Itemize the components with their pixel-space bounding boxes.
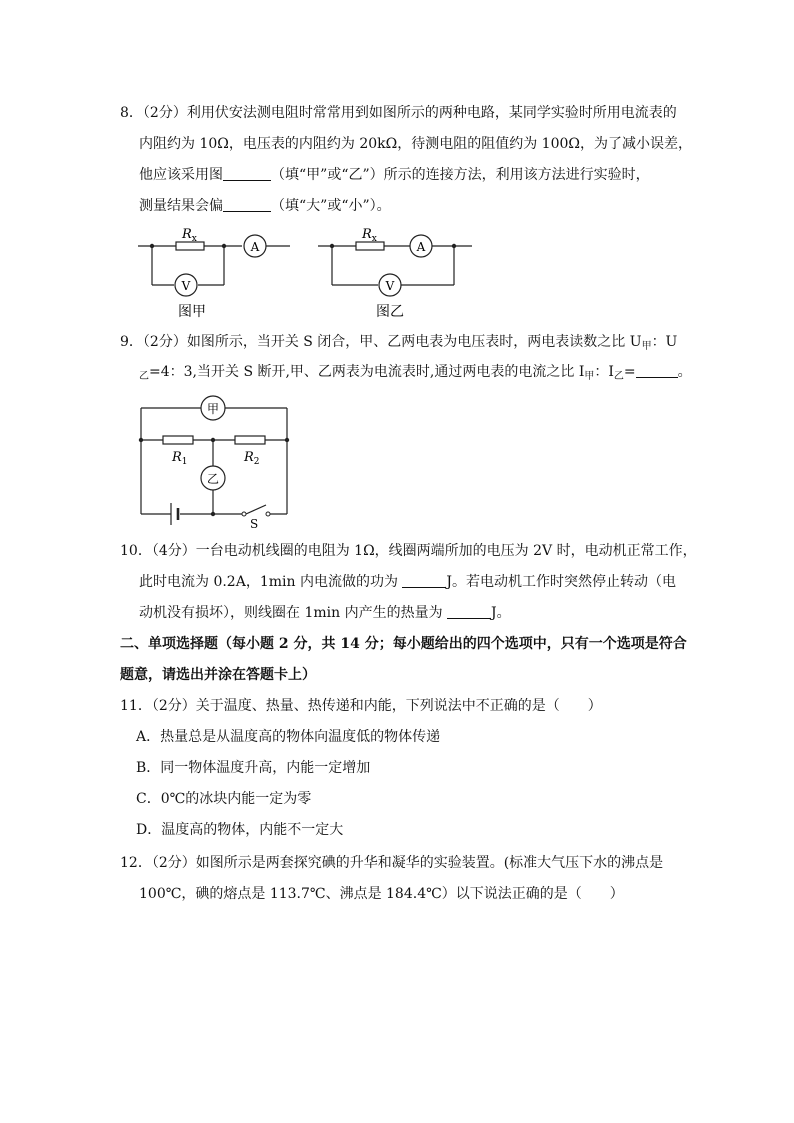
q9-switch-label: S <box>250 517 259 531</box>
circuit-yi-resistor-label: $R_x$ <box>362 227 377 244</box>
q9-i-yi-subscript: 乙 <box>613 371 624 382</box>
q9-r2-label: $R_2$ <box>244 450 260 467</box>
circuit-jia-resistor <box>176 242 204 250</box>
q10-answer-blank-1[interactable] <box>402 573 446 588</box>
q9-resistor-r2 <box>235 436 265 444</box>
q8-answer-blank-1[interactable] <box>223 166 271 181</box>
q10-answer-blank-2[interactable] <box>447 604 491 619</box>
circuit-yi-ammeter-label: A <box>416 240 426 254</box>
q9-circuit-diagram <box>138 392 298 532</box>
q10-line-1: 10．（4分）一台电动机线圈的电阻为 1Ω，线圈两端所加的电压为 2V 时，电动机正常工作， <box>120 543 697 559</box>
q10-line-2 <box>139 572 676 592</box>
q11-option-b[interactable]: B．同一物体温度升高，内能一定增加 <box>136 760 371 776</box>
q10-line-2-text-a: 此时电流为 0.2A，1min 内电流做的功为 <box>139 574 403 590</box>
circuit-yi-caption: 图乙 <box>376 304 404 320</box>
q10-line-2-text-b: J。若电动机工作时突然停止转动（电 <box>446 574 677 590</box>
section-2-heading-line-1: 二、单项选择题（每小题 2 分，共 14 分；每小题给出的四个选项中，只有一个选项是符合 <box>120 636 687 652</box>
q8-line-3 <box>139 165 650 185</box>
q9-line-2-text-c: = <box>623 364 636 380</box>
q11-option-a[interactable]: A．热量总是从温度高的物体向温度低的物体传递 <box>136 729 441 745</box>
q11-option-c[interactable]: C．0℃的冰块内能一定为零 <box>136 791 312 807</box>
circuit-jia-voltmeter-label: V <box>181 279 191 293</box>
q9-u-yi-subscript: 乙 <box>139 371 149 382</box>
q9-line-1-text-b: ：U <box>651 334 678 350</box>
circuit-yi-diagram <box>318 225 478 320</box>
q9-line-2-text-d: 。 <box>677 364 692 380</box>
q9-u-jia-subscript: 甲 <box>641 341 652 352</box>
q9-line-2-text-a: =4：3,当开关 S 断开,甲、乙两表为电流表时,通过两电表的电流之比 I <box>149 364 585 380</box>
q11-option-d[interactable]: D．温度高的物体，内能不一定大 <box>136 822 344 838</box>
q9-meter-yi-label: 乙 <box>206 472 220 486</box>
q8-line-4-text-b: （填“大”或“小”）。 <box>271 198 391 214</box>
q8-line-1: 8．（2分）利用伏安法测电阻时常常用到如图所示的两种电路，某同学实验时所用电流表的 <box>120 105 677 121</box>
q9-i-jia-subscript: 甲 <box>584 371 595 382</box>
q9-resistor-r1 <box>163 436 193 444</box>
circuit-jia-resistor-label: $R_x$ <box>182 227 197 244</box>
q12-line-1: 12．（2分）如图所示是两套探究碘的升华和凝华的实验装置。(标准大气压下水的沸点是 <box>120 855 664 871</box>
q11-stem: 11．（2分）关于温度、热量、热传递和内能，下列说法中不正确的是（ ） <box>120 698 602 714</box>
section-2-heading-line-2: 题意，请选出并涂在答题卡上） <box>120 667 316 683</box>
q8-answer-blank-2[interactable] <box>223 197 271 212</box>
circuit-jia-diagram <box>138 225 298 320</box>
q9-battery <box>171 503 178 525</box>
circuit-jia-ammeter-label: A <box>250 240 260 254</box>
q9-line-2-text-b: ：I <box>594 364 614 380</box>
q10-line-3-text-a: 动机没有损坏），则线圈在 1min 内产生的热量为 <box>139 605 448 621</box>
q8-line-4 <box>139 196 391 216</box>
q9-meter-jia-label: 甲 <box>206 402 220 416</box>
q9-line-2 <box>139 362 692 387</box>
q8-line-3-text-a: 他应该采用图 <box>139 167 223 183</box>
q9-r1-label: $R_1$ <box>172 450 188 467</box>
q8-line-3-text-b: （填“甲”或“乙”）所示的连接方法，利用该方法进行实验时， <box>271 167 650 183</box>
q8-line-4-text-a: 测量结果会偏 <box>139 198 223 214</box>
circuit-jia-caption: 图甲 <box>178 304 206 320</box>
q12-line-2: 100℃，碘的熔点是 113.7℃、沸点是 184.4℃）以下说法正确的是（ ） <box>139 886 624 902</box>
circuit-yi-voltmeter-label: V <box>385 279 395 293</box>
q10-line-3-text-b: J。 <box>491 605 511 621</box>
q9-answer-blank[interactable] <box>636 363 678 378</box>
q8-line-2: 内阻约为 10Ω，电压表的内阻约为 20kΩ，待测电阻的阻值约为 100Ω，为了减小误差， <box>139 136 693 152</box>
q9-line-1-text-a: 9．（2分）如图所示，当开关 S 闭合，甲、乙两电表为电压表时，两电表读数之比 U <box>120 334 642 350</box>
circuit-yi-resistor <box>356 242 384 250</box>
q10-line-3 <box>139 603 511 623</box>
q9-line-1 <box>120 332 677 357</box>
q9-switch <box>246 505 266 514</box>
